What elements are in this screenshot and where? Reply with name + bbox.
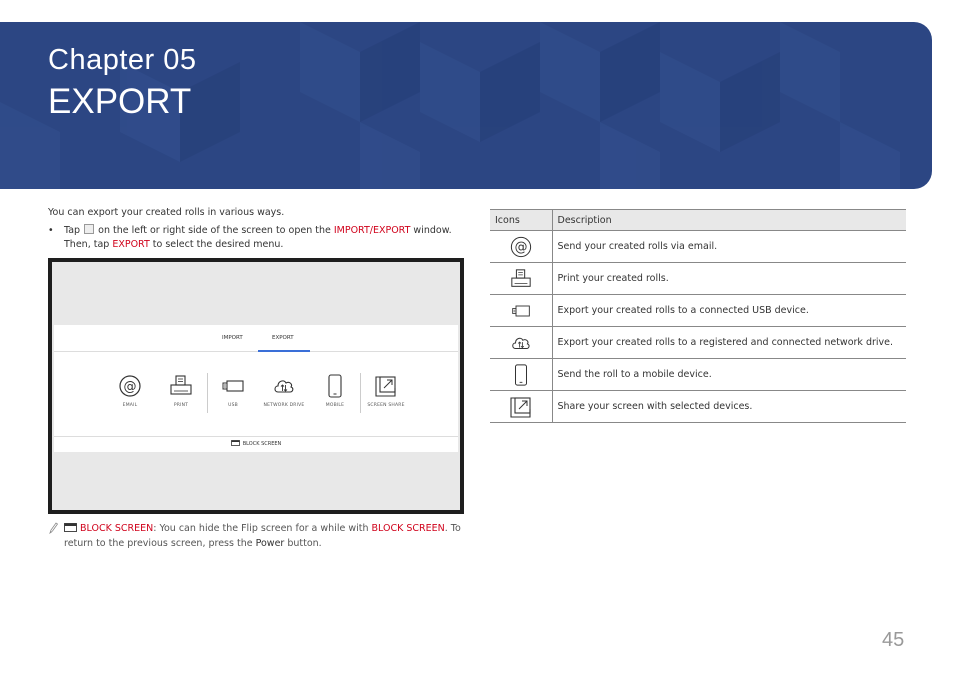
header-icons: Icons: [490, 210, 552, 231]
chapter-label: Chapter 05: [48, 44, 197, 76]
pencil-note-icon: [48, 522, 58, 534]
instruction-bullet: [48, 224, 464, 252]
note-text-1: : You can hide the Flip screen for a while with: [153, 523, 372, 534]
slash: /: [369, 225, 373, 236]
bullet-part3: window. Then, tap: [64, 225, 452, 250]
screen-share-option[interactable]: [361, 374, 411, 408]
at-icon: [118, 374, 142, 398]
share-icon: [374, 374, 398, 398]
bullet-dot: •: [48, 225, 54, 236]
block-screen-icon: [64, 523, 77, 532]
bullet-part1: Tap: [64, 225, 84, 236]
print-option[interactable]: [156, 374, 206, 408]
table-row: [490, 295, 906, 327]
table-row: [490, 263, 906, 295]
icon-cell: [490, 295, 552, 327]
active-tab-indicator: [258, 350, 310, 352]
icon-cell: [490, 231, 552, 263]
table-row: [490, 327, 906, 359]
menu-grid-icon: [84, 224, 94, 234]
svg-text:@: @: [514, 239, 528, 255]
mobile-label: MOBILE: [325, 403, 345, 408]
header-description: Description: [552, 210, 906, 231]
icons-table: [490, 209, 906, 423]
block-screen-icon: [231, 440, 240, 446]
description-cell: Send your created rolls via email.: [552, 231, 906, 263]
description-cell: Export your created rolls to a connected USB device.: [552, 295, 906, 327]
block-screen-highlight: BLOCK SCREEN: [80, 523, 154, 534]
description-cell: Send the roll to a mobile device.: [552, 359, 906, 391]
block-screen-label: BLOCK SCREEN: [242, 441, 282, 447]
description-cell: Print your created rolls.: [552, 263, 906, 295]
at-icon: [510, 236, 532, 258]
note-text: [48, 521, 468, 551]
print-label: PRINT: [173, 403, 189, 408]
printer-icon: [510, 268, 532, 290]
export-highlight: EXPORT: [372, 225, 411, 236]
tab-bar: [54, 325, 458, 352]
tab-import[interactable]: IMPORT: [222, 335, 243, 341]
icon-cell: [490, 327, 552, 359]
bullet-text: [48, 224, 464, 252]
chapter-title: EXPORT: [48, 82, 192, 121]
printer-icon: [169, 374, 193, 398]
usb-icon: [221, 374, 245, 398]
table-row: [490, 231, 906, 263]
email-option[interactable]: [105, 374, 155, 408]
svg-text:@: @: [123, 379, 137, 395]
cloud-icon: [509, 332, 533, 354]
mobile-icon: [323, 374, 347, 398]
chapter-banner: [0, 22, 932, 189]
usb-option[interactable]: [208, 374, 258, 408]
email-label: EMAIL: [122, 403, 138, 408]
import-highlight: IMPORT: [333, 225, 370, 236]
export-panel: [54, 325, 458, 452]
intro-text: You can export your created rolls in various ways.: [48, 207, 285, 218]
share-icon: [509, 395, 533, 419]
description-cell: Export your created rolls to a registered and connected network drive.: [552, 327, 906, 359]
mobile-icon: [510, 363, 532, 387]
note-text-2: . To return to the previous screen, press the: [64, 523, 461, 549]
mobile-option[interactable]: [310, 374, 360, 408]
page-number: 45: [882, 629, 905, 651]
block-screen-highlight-2: BLOCK SCREEN: [371, 523, 445, 534]
description-cell: Share your screen with selected devices.: [552, 391, 906, 423]
export-highlight-2: EXPORT: [112, 239, 150, 250]
block-screen-button[interactable]: [54, 436, 458, 452]
screen-share-label: SCREEN SHARE: [367, 403, 405, 408]
usb-icon: [509, 301, 533, 321]
note-text-3: button.: [284, 538, 322, 549]
icon-cell: [490, 391, 552, 423]
cloud-icon: [272, 374, 296, 398]
bullet-part4: to select the desired menu.: [149, 239, 284, 250]
icon-cell: [490, 359, 552, 391]
table-header-row: [490, 210, 906, 231]
bullet-part2: on the left or right side of the screen to open the: [95, 225, 334, 236]
block-screen-note: [48, 521, 468, 551]
icon-cell: [490, 263, 552, 295]
power-button-name: Power: [255, 538, 285, 549]
network-drive-option[interactable]: [259, 374, 309, 408]
export-screen-mockup: [48, 258, 464, 514]
network-drive-label: NETWORK DRIVE: [263, 403, 305, 408]
tab-export[interactable]: EXPORT: [272, 335, 294, 341]
table-row: [490, 359, 906, 391]
table-row: [490, 391, 906, 423]
usb-label: USB: [228, 403, 238, 408]
